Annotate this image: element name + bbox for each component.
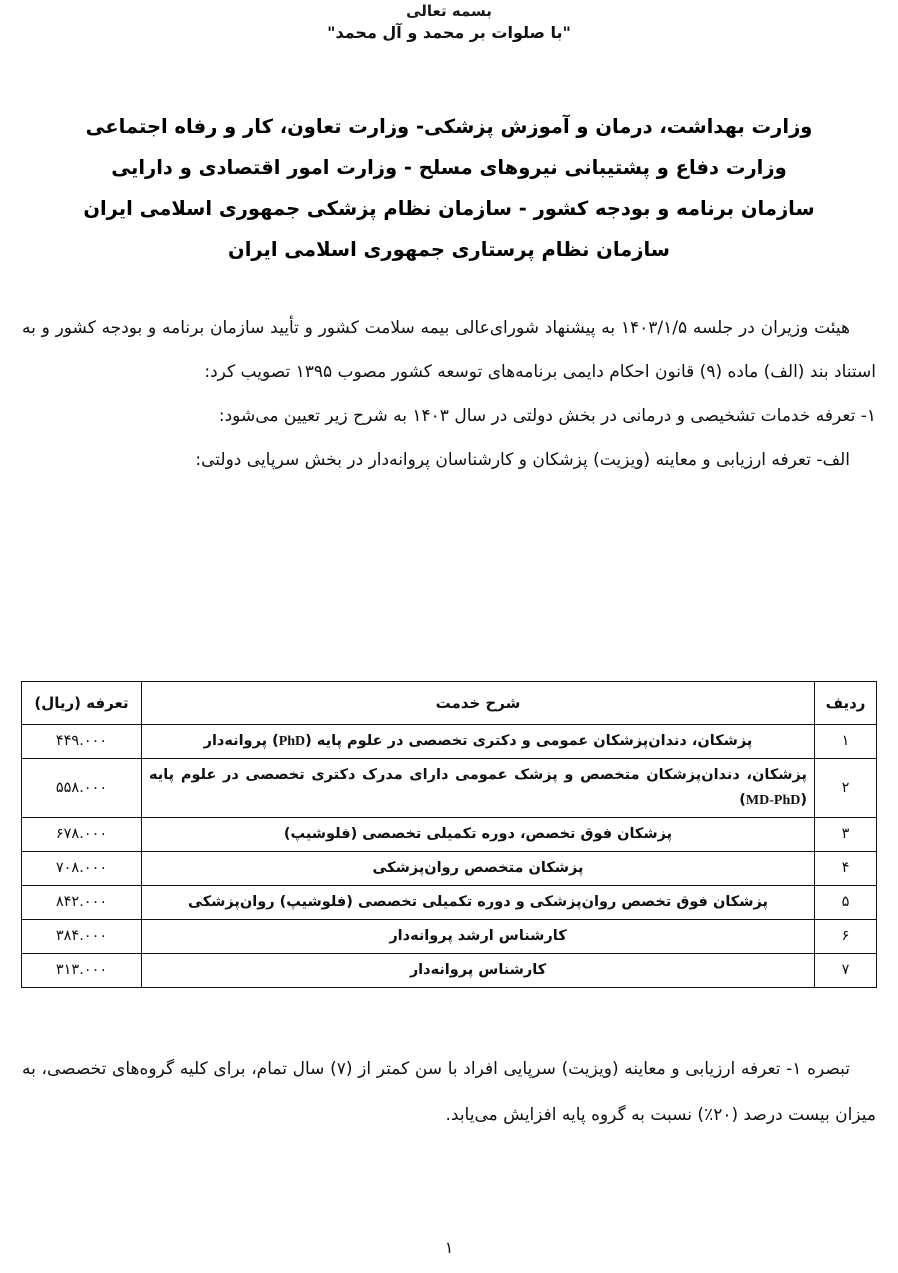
note-block <box>22 1046 876 1138</box>
invocation-line-1: بسمه تعالی <box>406 2 492 20</box>
page-number: ۱ <box>444 1238 454 1257</box>
cell-radif: ۱ <box>815 725 877 759</box>
paragraph-clause-alef: الف- تعرفه ارزیابی و معاینه (ویزیت) پزشکان و کارشناسان پروانه‌دار در بخش سرپایی دولتی: <box>195 450 850 470</box>
degree-abbreviation: MD-PhD <box>745 793 801 808</box>
cell-service-description: پزشکان فوق تخصص روان‌پزشکی و دوره تکمیلی تخصصی (فلوشیپ) روان‌پزشکی <box>142 886 815 920</box>
table-row <box>22 852 877 886</box>
title-line-2: وزارت دفاع و پشتیبانی نیروهای مسلح - وزارت امور اقتصادی و دارایی <box>111 156 787 179</box>
tariff-table-container <box>21 681 877 988</box>
cell-radif: ۲ <box>815 759 877 818</box>
column-header-radif: ردیف <box>815 682 877 725</box>
table-body <box>22 725 877 988</box>
table-row <box>22 818 877 852</box>
title-line-4: سازمان نظام پرستاری جمهوری اسلامی ایران <box>228 238 670 261</box>
cell-tariff-amount: ۳۱۳.۰۰۰ <box>22 954 142 988</box>
column-header-tariff: تعرفه (ریال) <box>22 682 142 725</box>
page-title <box>0 106 898 270</box>
title-line-1: وزارت بهداشت، درمان و آموزش پزشکی- وزارت تعاون، کار و رفاه اجتماعی <box>85 115 813 138</box>
cell-tariff-amount: ۷۰۸.۰۰۰ <box>22 852 142 886</box>
invocation-header <box>0 0 898 46</box>
cell-service-description: کارشناس ارشد پروانه‌دار <box>142 920 815 954</box>
title-line-3: سازمان برنامه و بودجه کشور - سازمان نظام پزشکی جمهوری اسلامی ایران <box>83 197 815 220</box>
cell-tariff-amount: ۳۸۴.۰۰۰ <box>22 920 142 954</box>
tariff-table <box>21 681 877 988</box>
cell-radif: ۳ <box>815 818 877 852</box>
degree-abbreviation: PhD <box>278 734 306 749</box>
cell-radif: ۵ <box>815 886 877 920</box>
table-row <box>22 725 877 759</box>
paragraph-clause-1: ۱- تعرفه خدمات تشخیصی و درمانی در بخش دولتی در سال ۱۴۰۳ به شرح زیر تعیین می‌شود: <box>218 406 876 426</box>
cell-radif: ۷ <box>815 954 877 988</box>
cell-radif: ۶ <box>815 920 877 954</box>
cell-service-description: پزشکان، دندان‌پزشکان متخصص و پزشک عمومی دارای مدرک دکتری تخصصی در علوم پایه (MD-PhD) <box>142 759 815 818</box>
table-row <box>22 759 877 818</box>
cell-tariff-amount: ۵۵۸.۰۰۰ <box>22 759 142 818</box>
invocation-line-2: "با صلوات بر محمد و آل محمد" <box>327 23 571 42</box>
cell-service-description: پزشکان متخصص روان‌پزشکی <box>142 852 815 886</box>
cell-service-description: پزشکان فوق تخصص، دوره تکمیلی تخصصی (فلوشیپ) <box>142 818 815 852</box>
body-text <box>0 306 898 482</box>
cell-service-description: کارشناس پروانه‌دار <box>142 954 815 988</box>
table-row <box>22 954 877 988</box>
cell-radif: ۴ <box>815 852 877 886</box>
cell-service-description: پزشکان، دندان‌پزشکان عمومی و دکتری تخصصی در علوم پایه (PhD) پروانه‌دار <box>142 725 815 759</box>
cell-tariff-amount: ۶۷۸.۰۰۰ <box>22 818 142 852</box>
table-row <box>22 920 877 954</box>
cell-tariff-amount: ۸۴۲.۰۰۰ <box>22 886 142 920</box>
cell-tariff-amount: ۴۴۹.۰۰۰ <box>22 725 142 759</box>
note-tabsareh-1: تبصره ۱- تعرفه ارزیابی و معاینه (ویزیت) سرپایی افراد با سن کمتر از (۷) سال تمام، برای کلیه گروه‌های تخصصی، به میزان بیست درصد (۲۰٪) نسبت به گروه پایه افزایش می‌یابد. <box>22 1059 876 1125</box>
table-row <box>22 886 877 920</box>
column-header-service-description: شرح خدمت <box>142 682 815 725</box>
table-header-row <box>22 682 877 725</box>
paragraph-preamble: هیئت وزیران در جلسه ۱۴۰۳/۱/۵ به پیشنهاد شورای‌عالی بیمه سلامت کشور و تأیید سازمان برنامه و بودجه کشور و به استناد بند (الف) ماده (۹) قانون احکام دایمی برنامه‌های توسعه کشور مصوب ۱۳۹۵ تصویب کرد: <box>22 318 876 382</box>
